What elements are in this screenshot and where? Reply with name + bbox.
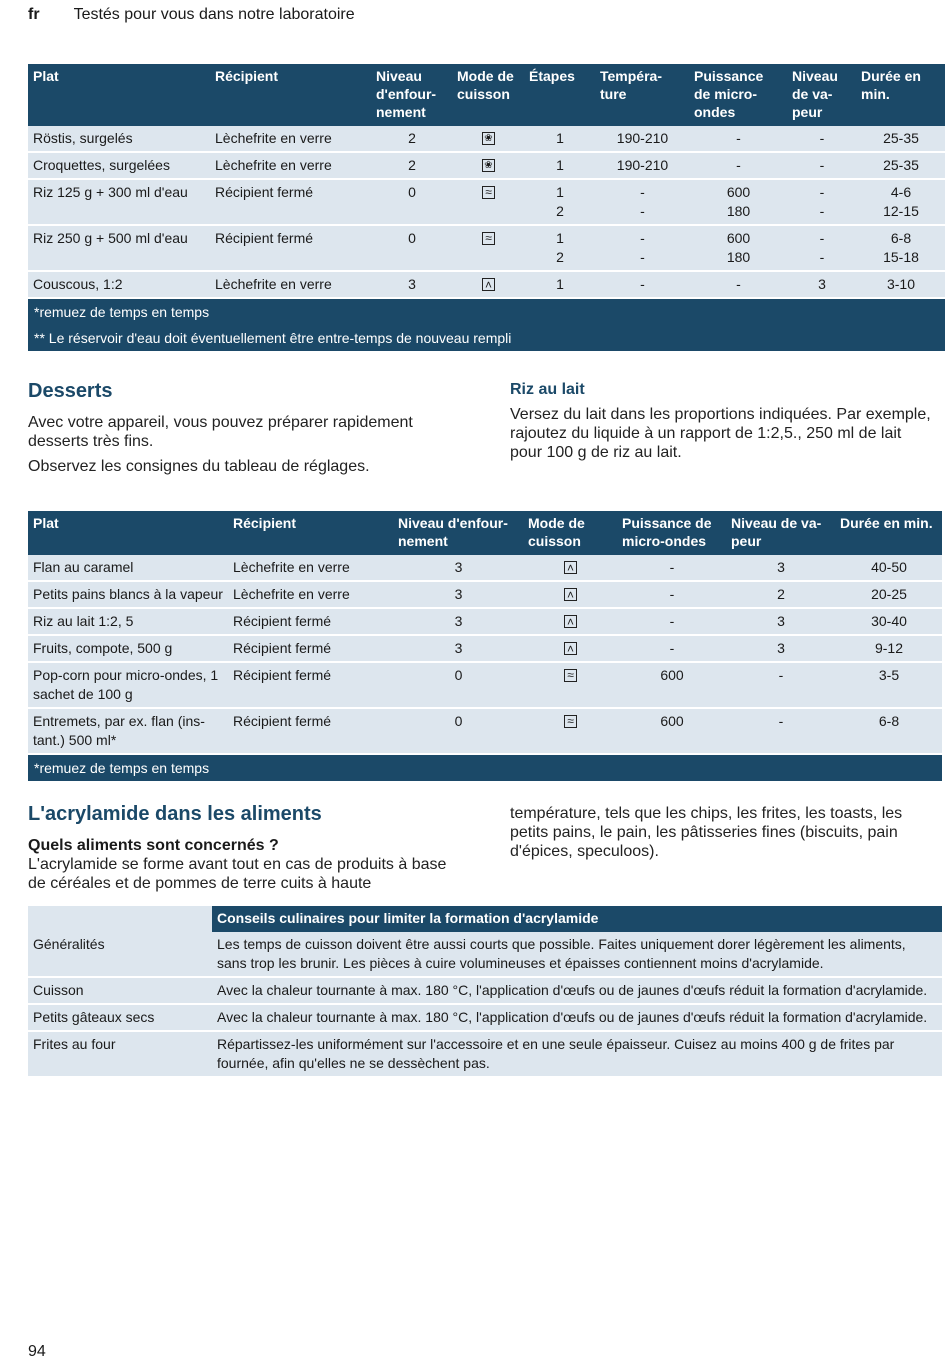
table-row bbox=[28, 932, 942, 977]
col-etapes: Étapes bbox=[524, 64, 595, 126]
desserts-paragraph-2: Observez les consignes du tableau de réglages. bbox=[28, 458, 370, 475]
cell-line: 190-210 bbox=[616, 157, 669, 173]
cell-line: 1 bbox=[556, 184, 564, 200]
cell-recipient: Récipient fermé bbox=[228, 635, 393, 662]
cell-line: - bbox=[640, 230, 645, 246]
cell-recipient: Lèchefrite en verre bbox=[228, 581, 393, 608]
cell-line: 600 bbox=[726, 230, 751, 246]
fan-heat-icon bbox=[482, 132, 495, 145]
cell-category: Généralités bbox=[28, 932, 212, 977]
cell-line: - bbox=[819, 203, 825, 219]
cell-plat: Fruits, compote, 500 g bbox=[28, 635, 228, 662]
acrylamide-title: L'acrylamide dans les aliments bbox=[28, 803, 322, 825]
empty-header-cell bbox=[28, 906, 212, 932]
col-recipient: Récipient bbox=[210, 64, 371, 126]
fan-heat-icon bbox=[482, 159, 495, 172]
cooking-table-1 bbox=[28, 64, 945, 351]
cell-line: - bbox=[640, 203, 645, 219]
cell-line: 12-15 bbox=[883, 203, 919, 219]
cell-temperature bbox=[595, 126, 689, 152]
cell-line: 6-8 bbox=[890, 230, 912, 246]
acrylamide-paragraph-left: L'acrylamide se forme avant tout en cas de produits à base de céréales et de pommes de terre cuits à haute bbox=[28, 856, 447, 892]
cell-duree: 30-40 bbox=[835, 608, 942, 635]
table-note: *remuez de temps en temps bbox=[28, 298, 945, 325]
cell-plat: Flan au caramel bbox=[28, 555, 228, 581]
cell-line: - bbox=[819, 184, 825, 200]
cell-line: - bbox=[736, 130, 741, 146]
table-row bbox=[28, 635, 942, 662]
cell-line: 15-18 bbox=[883, 249, 919, 265]
cell-line: 1 bbox=[556, 276, 564, 292]
desserts-paragraph-1: Avec votre appareil, vous pouvez préparer rapidement desserts très fins. bbox=[28, 414, 413, 450]
cell-plat: Riz 125 g + 300 ml d'eau bbox=[28, 179, 210, 225]
cell-line: - bbox=[819, 249, 825, 265]
cell-mode bbox=[523, 581, 617, 608]
cell-line: - bbox=[640, 184, 645, 200]
cell-line: 600 bbox=[726, 184, 751, 200]
cell-line: 4-6 bbox=[890, 184, 912, 200]
cell-plat: Croquettes, surgelées bbox=[28, 152, 210, 179]
cell-category: Frites au four bbox=[28, 1031, 212, 1077]
cell-duree: 6-8 bbox=[835, 708, 942, 754]
cell-puissance bbox=[689, 271, 787, 298]
col-puissance: Puissance de micro-ondes bbox=[689, 64, 787, 126]
cell-vapeur bbox=[787, 179, 856, 225]
cell-recipient: Lèchefrite en verre bbox=[210, 126, 371, 152]
col-recipient: Récipient bbox=[228, 511, 393, 555]
cell-line: - bbox=[736, 157, 741, 173]
cell-vapeur: 3 bbox=[726, 555, 835, 581]
cell-line: 1 bbox=[556, 130, 564, 146]
cell-duree: 20-25 bbox=[835, 581, 942, 608]
col-niveau: Niveau d'enfour-nement bbox=[393, 511, 523, 555]
cell-mode bbox=[523, 608, 617, 635]
desserts-title: Desserts bbox=[28, 380, 113, 402]
cell-tip: Avec la chaleur tournante à max. 180 °C, l'application d'œufs ou de jaunes d'œufs réduit la formation d'acrylamide. bbox=[212, 977, 942, 1004]
steam-icon bbox=[564, 615, 577, 628]
cell-category: Petits gâteaux secs bbox=[28, 1004, 212, 1031]
cell-vapeur bbox=[787, 152, 856, 179]
cell-puissance bbox=[689, 152, 787, 179]
col-mode: Mode de cuisson bbox=[452, 64, 524, 126]
table-row bbox=[28, 662, 942, 708]
cell-vapeur: - bbox=[726, 708, 835, 754]
cell-puissance: - bbox=[617, 555, 726, 581]
cell-mode bbox=[523, 635, 617, 662]
cell-puissance: 600 bbox=[617, 662, 726, 708]
cell-niveau: 0 bbox=[371, 225, 452, 271]
cell-plat: Riz au lait 1:2, 5 bbox=[28, 608, 228, 635]
steam-icon bbox=[564, 588, 577, 601]
cell-tip: Avec la chaleur tournante à max. 180 °C, l'application d'œufs ou de jaunes d'œufs réduit la formation d'acrylamide. bbox=[212, 1004, 942, 1031]
acrylamide-paragraph-right: température, tels que les chips, les frites, les toasts, les petits pains, le pain, les pâtisseries fines (biscuits, pain d'épices, speculoos). bbox=[510, 805, 903, 860]
cell-line: - bbox=[736, 276, 741, 292]
cell-line: 180 bbox=[726, 249, 751, 265]
riz-au-lait-paragraph: Versez du lait dans les proportions indiquées. Par exemple, rajoutez du liquide à un rapport de 1:2,5., 250 ml de lait pour 100 g de riz au lait. bbox=[510, 406, 931, 461]
table-row bbox=[28, 225, 945, 271]
cell-duree bbox=[856, 271, 945, 298]
note-row bbox=[28, 325, 945, 351]
microwave-icon bbox=[564, 715, 577, 728]
cell-recipient: Récipient fermé bbox=[228, 708, 393, 754]
table-row bbox=[28, 179, 945, 225]
cell-niveau: 0 bbox=[393, 662, 523, 708]
cell-niveau: 2 bbox=[371, 152, 452, 179]
cell-temperature bbox=[595, 225, 689, 271]
col-duree: Durée en min. bbox=[856, 64, 945, 126]
cell-etapes bbox=[524, 271, 595, 298]
microwave-icon bbox=[564, 669, 577, 682]
cell-plat: Petits pains blancs à la vapeur bbox=[28, 581, 228, 608]
cell-vapeur bbox=[787, 126, 856, 152]
col-vapeur: Niveau de va-peur bbox=[787, 64, 856, 126]
cell-plat: Couscous, 1:2 bbox=[28, 271, 210, 298]
note-row bbox=[28, 298, 945, 325]
cell-tip: Répartissez-les uniformément sur l'accessoire et en une seule épaisseur. Cuisez au moins 400 g de frites par fournée, afin qu'elles ne se dessèchent pas. bbox=[212, 1031, 942, 1077]
cell-mode bbox=[523, 708, 617, 754]
cell-temperature bbox=[595, 179, 689, 225]
col-plat: Plat bbox=[28, 64, 210, 126]
cell-line: - bbox=[819, 157, 825, 173]
steam-icon bbox=[482, 278, 495, 291]
table-header-row bbox=[28, 64, 945, 126]
cell-etapes bbox=[524, 152, 595, 179]
tips-header: Conseils culinaires pour limiter la formation d'acrylamide bbox=[212, 906, 942, 932]
cell-vapeur bbox=[787, 225, 856, 271]
cell-vapeur bbox=[787, 271, 856, 298]
table-row bbox=[28, 977, 942, 1004]
cell-recipient: Récipient fermé bbox=[228, 608, 393, 635]
cell-recipient: Lèchefrite en verre bbox=[228, 555, 393, 581]
col-vapeur: Niveau de va-peur bbox=[726, 511, 835, 555]
cell-recipient: Lèchefrite en verre bbox=[210, 152, 371, 179]
header-title: Testés pour vous dans notre laboratoire bbox=[73, 6, 355, 23]
cell-niveau: 3 bbox=[393, 555, 523, 581]
cell-mode bbox=[452, 152, 524, 179]
table-row bbox=[28, 555, 942, 581]
cell-puissance: 600 bbox=[617, 708, 726, 754]
desserts-table bbox=[28, 511, 942, 781]
microwave-icon bbox=[482, 232, 495, 245]
cell-puissance bbox=[689, 126, 787, 152]
cell-mode bbox=[523, 555, 617, 581]
cell-vapeur: 3 bbox=[726, 608, 835, 635]
cell-duree bbox=[856, 152, 945, 179]
cell-vapeur: - bbox=[726, 662, 835, 708]
cell-line: - bbox=[640, 276, 645, 292]
table-row bbox=[28, 708, 942, 754]
table-row bbox=[28, 581, 942, 608]
cell-duree: 40-50 bbox=[835, 555, 942, 581]
cell-line: 2 bbox=[556, 203, 564, 219]
cell-plat: Entremets, par ex. flan (ins-tant.) 500 ml* bbox=[28, 708, 228, 754]
table-row bbox=[28, 1031, 942, 1077]
col-niveau: Niveau d'enfour-nement bbox=[371, 64, 452, 126]
cell-niveau: 0 bbox=[393, 708, 523, 754]
cell-line: 2 bbox=[556, 249, 564, 265]
table-header-row bbox=[28, 511, 942, 555]
cell-line: 3-10 bbox=[886, 276, 916, 292]
microwave-icon bbox=[482, 186, 495, 199]
col-puissance: Puissance de micro-ondes bbox=[617, 511, 726, 555]
cell-etapes bbox=[524, 225, 595, 271]
cell-recipient: Lèchefrite en verre bbox=[210, 271, 371, 298]
cell-etapes bbox=[524, 126, 595, 152]
cell-duree bbox=[856, 225, 945, 271]
cell-plat: Röstis, surgelés bbox=[28, 126, 210, 152]
cell-line: 25-35 bbox=[883, 130, 919, 146]
table-row bbox=[28, 271, 945, 298]
acrylamide-tips-table bbox=[28, 906, 942, 1078]
cell-tip: Les temps de cuisson doivent être aussi courts que possible. Faites uniquement dorer légèrement les aliments, sans trop les brunir. Les pièces à cuire volumineuses et épaisses contiennent moins d'acrylamide. bbox=[212, 932, 942, 977]
cell-puissance: - bbox=[617, 608, 726, 635]
cell-puissance: - bbox=[617, 581, 726, 608]
cell-mode bbox=[452, 225, 524, 271]
cell-duree bbox=[856, 126, 945, 152]
col-temperature: Tempéra-ture bbox=[595, 64, 689, 126]
cell-niveau: 0 bbox=[371, 179, 452, 225]
note-row bbox=[28, 754, 942, 781]
cell-duree: 3-5 bbox=[835, 662, 942, 708]
cell-plat: Pop-corn pour micro-ondes, 1 sachet de 100 g bbox=[28, 662, 228, 708]
cell-line: 25-35 bbox=[883, 157, 919, 173]
cell-line: 3 bbox=[818, 276, 826, 292]
cell-temperature bbox=[595, 271, 689, 298]
col-mode: Mode de cuisson bbox=[523, 511, 617, 555]
cell-line: - bbox=[640, 249, 645, 265]
steam-icon bbox=[564, 642, 577, 655]
cell-puissance bbox=[689, 179, 787, 225]
cell-niveau: 3 bbox=[393, 635, 523, 662]
cell-line: 1 bbox=[556, 157, 564, 173]
cell-line: - bbox=[819, 230, 825, 246]
cell-niveau: 3 bbox=[393, 608, 523, 635]
cell-niveau: 3 bbox=[371, 271, 452, 298]
cell-mode bbox=[452, 126, 524, 152]
cell-line: 1 bbox=[556, 230, 564, 246]
cell-plat: Riz 250 g + 500 ml d'eau bbox=[28, 225, 210, 271]
table-row bbox=[28, 608, 942, 635]
table-row bbox=[28, 1004, 942, 1031]
cell-mode bbox=[452, 179, 524, 225]
col-duree: Durée en min. bbox=[835, 511, 942, 555]
cell-recipient: Récipient fermé bbox=[210, 225, 371, 271]
riz-au-lait-title: Riz au lait bbox=[510, 381, 585, 398]
cell-category: Cuisson bbox=[28, 977, 212, 1004]
col-plat: Plat bbox=[28, 511, 228, 555]
table-row bbox=[28, 126, 945, 152]
table-note: ** Le réservoir d'eau doit éventuellement être entre-temps de nouveau rempli bbox=[28, 325, 945, 351]
cell-duree: 9-12 bbox=[835, 635, 942, 662]
steam-icon bbox=[564, 561, 577, 574]
cell-puissance bbox=[689, 225, 787, 271]
cell-niveau: 2 bbox=[371, 126, 452, 152]
cell-line: 190-210 bbox=[616, 130, 669, 146]
cell-duree bbox=[856, 179, 945, 225]
table-note: *remuez de temps en temps bbox=[28, 754, 942, 781]
language-tag: fr bbox=[28, 6, 40, 23]
cell-recipient: Récipient fermé bbox=[228, 662, 393, 708]
cell-vapeur: 2 bbox=[726, 581, 835, 608]
cell-etapes bbox=[524, 179, 595, 225]
cell-line: - bbox=[819, 130, 825, 146]
cell-vapeur: 3 bbox=[726, 635, 835, 662]
cell-line: 180 bbox=[726, 203, 751, 219]
cell-mode bbox=[523, 662, 617, 708]
cell-mode bbox=[452, 271, 524, 298]
acrylamide-subtitle: Quels aliments sont concernés ? bbox=[28, 837, 279, 854]
cell-temperature bbox=[595, 152, 689, 179]
cell-niveau: 3 bbox=[393, 581, 523, 608]
table-row bbox=[28, 152, 945, 179]
page-number: 94 bbox=[28, 1343, 46, 1360]
page-header bbox=[28, 6, 355, 24]
cell-recipient: Récipient fermé bbox=[210, 179, 371, 225]
table-header-row bbox=[28, 906, 942, 932]
cell-puissance: - bbox=[617, 635, 726, 662]
